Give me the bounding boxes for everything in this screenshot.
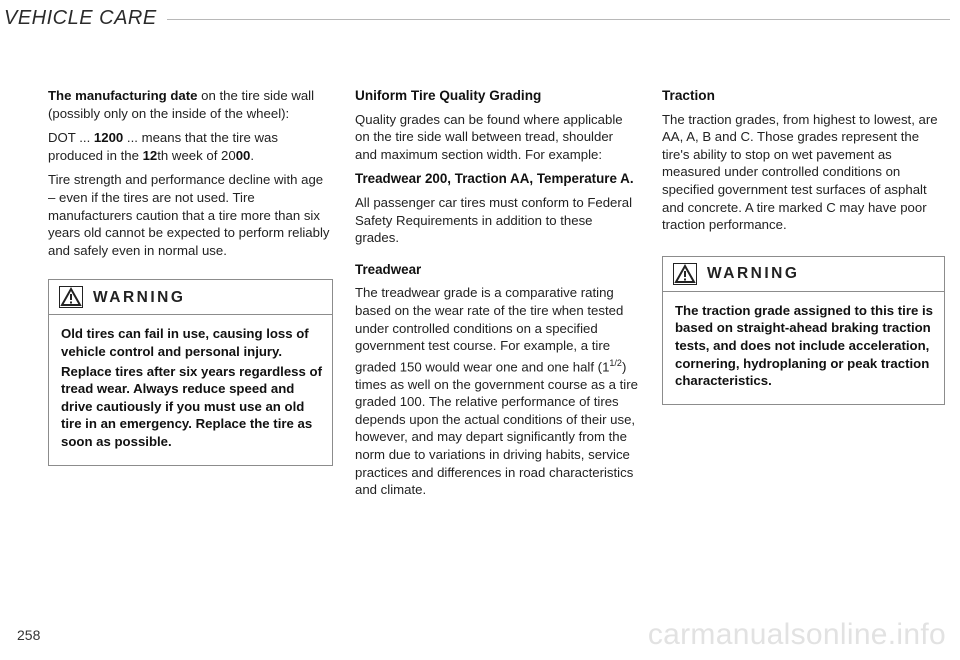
tire-age-paragraph: Tire strength and performance decline with age – even if the tires are not used. Tire manufacturers caution that a tire more than six years old cannot be expected to perform reliably and safely even in normal use. xyxy=(48,172,330,258)
dot-code-paragraph xyxy=(48,129,333,164)
dot-code: 1200 xyxy=(93,130,124,146)
column-3 xyxy=(662,87,945,405)
watermark: carmanualsonline.info xyxy=(647,618,946,651)
utqg-example: Treadwear 200, Traction AA, Temperature A. xyxy=(355,171,634,187)
federal-requirements-paragraph: All passenger car tires must conform to Federal Safety Requirements in addition to these grades. xyxy=(355,194,633,246)
warning-header xyxy=(49,280,332,315)
treadwear-fraction: 1/2 xyxy=(609,357,622,368)
dot-week: 12 xyxy=(142,147,158,163)
warning-text-2: Replace tires after six years regardless of tread wear. Always reduce speed and drive cautiously if you must use an old tire in an emergency. Replace the tire as soon as possible. xyxy=(61,363,322,449)
traction-warning-box xyxy=(662,256,945,405)
manufacturing-date-text: on the tire side wall (possibly only on the inside of the wheel): xyxy=(48,88,315,121)
header-rule xyxy=(167,19,950,20)
dot-text: ... means that the tire was produced in the xyxy=(48,130,278,163)
section-title: VEHICLE CARE xyxy=(4,6,157,29)
treadwear-text-b: ) times as well on the government course as a tire graded 100. The relative performance of tires depends upon the actual conditions of their use, however, and may depart significantly from the norm due to variations in driving habits, service practices and differences in road characteristics and climate. xyxy=(355,359,638,498)
traction-heading: Traction xyxy=(662,88,715,103)
traction-warning-text: The traction grade assigned to this tire is based on straight-ahead braking traction tests, and does not include acceleration, cornering, hydroplaning or peak traction characteristics. xyxy=(675,302,933,389)
warning-body xyxy=(663,292,944,404)
warning-label: WARNING xyxy=(93,288,186,306)
warning-triangle-icon xyxy=(673,263,697,285)
manufacturing-date-paragraph xyxy=(48,87,333,122)
dot-prefix: DOT ... xyxy=(48,130,94,146)
column-1 xyxy=(48,87,333,466)
dot-period: . xyxy=(250,147,255,163)
column-2 xyxy=(355,87,638,506)
treadwear-paragraph xyxy=(355,284,638,499)
manufacturing-date-term: The manufacturing date xyxy=(48,88,198,103)
page-header xyxy=(4,2,950,34)
utqg-heading: Uniform Tire Quality Grading xyxy=(355,88,542,103)
page-number: 258 xyxy=(17,627,41,643)
treadwear-heading: Treadwear xyxy=(355,261,422,277)
warning-triangle-icon xyxy=(59,286,83,308)
old-tires-warning-box xyxy=(48,279,333,465)
dot-year: 00 xyxy=(235,147,251,163)
warning-label: WARNING xyxy=(707,264,800,282)
warning-body xyxy=(49,315,332,464)
treadwear-text-a: The treadwear grade is a comparative rating based on the wear rate of the tire when tested under controlled conditions on a specified government test course. For example, a tire graded 150 would wear one and one half (1 xyxy=(355,285,624,375)
warning-header xyxy=(663,257,944,292)
utqg-intro: Quality grades can be found where applicable on the tire side wall between tread, shoulder and maximum section width. For example: xyxy=(355,111,623,162)
dot-week-text: th week of 20 xyxy=(157,147,236,163)
warning-text-1: Old tires can fail in use, causing loss of vehicle control and personal injury. xyxy=(61,326,309,359)
traction-paragraph: The traction grades, from highest to lowest, are AA, A, B and C. Those grades represent the tire's ability to stop on wet pavement as measured under controlled conditions on specified government test surfaces of asphalt and concrete. A tire marked C may have poor traction performance. xyxy=(662,111,938,233)
